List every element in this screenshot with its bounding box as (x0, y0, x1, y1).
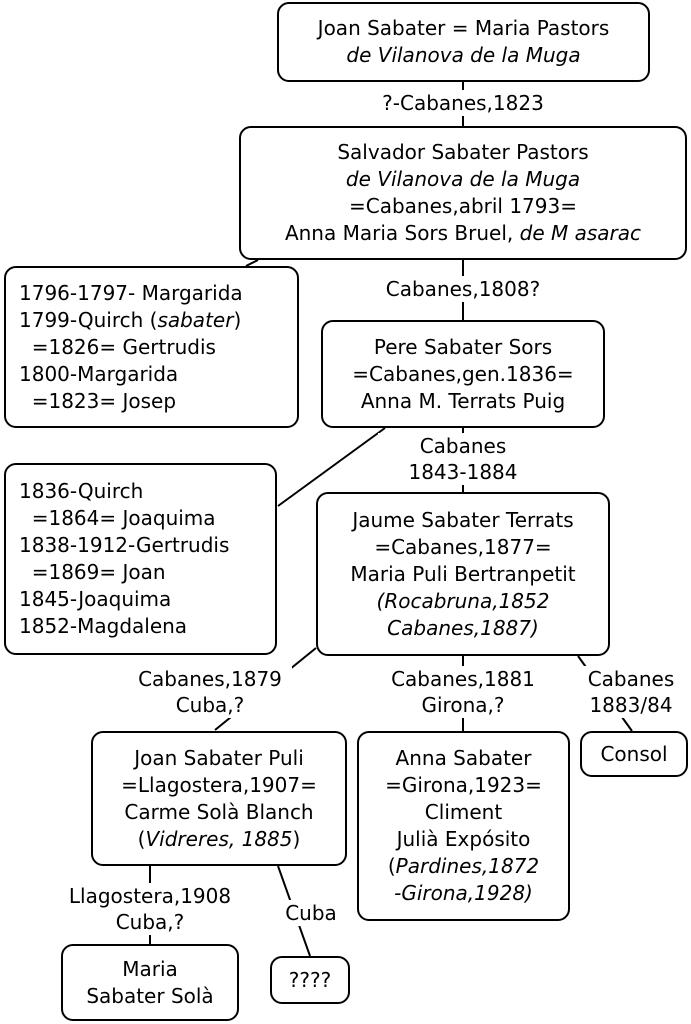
children-salvador (4, 266, 299, 428)
text: ( (387, 854, 396, 878)
box-line (318, 15, 610, 42)
box-line (337, 139, 588, 166)
box-line (346, 42, 580, 69)
text: =1826= Gertrudis (19, 334, 216, 359)
edge-label-b7-b11: Cuba (276, 900, 346, 926)
text: Jaume Sabater Terrats (352, 507, 574, 532)
person-maria-sabater-sola (61, 944, 239, 1021)
text: 1852-Magdalena (19, 614, 188, 638)
box-line (289, 967, 331, 994)
text: Salvador Sabater Pastors (337, 140, 589, 164)
box-line (86, 983, 213, 1010)
box-line (387, 615, 539, 642)
box-line (19, 361, 178, 388)
couple-anna-climent (357, 731, 570, 921)
text: 1796-1797- Margarida (19, 280, 243, 305)
box-line (134, 745, 304, 772)
text: Joan Sabater = Maria Pastors (317, 16, 610, 40)
box-line (19, 586, 171, 613)
text: ???? (288, 967, 332, 992)
edge-label-b6-b8: Cabanes,1881 Girona,? (376, 666, 550, 718)
children-pere (4, 463, 277, 655)
box-line (397, 826, 531, 853)
text: =Llagostera,1907= (121, 772, 317, 797)
box-line (374, 534, 551, 561)
italic-text: sabater (157, 307, 234, 332)
text: 1838-1912-Gertrudis (19, 533, 230, 557)
text: Carme Solà Blanch (124, 799, 314, 824)
text: 1799-Quirch ( (19, 307, 158, 332)
italic-text: -Girona,1928) (394, 881, 533, 905)
box-line (600, 741, 667, 768)
text: Sabater Solà (86, 983, 214, 1008)
box-line (425, 799, 502, 826)
italic-text: de Vilanova de la Muga (345, 167, 581, 191)
italic-text: Vidreres, 1885 (145, 826, 293, 851)
box-line (122, 956, 178, 983)
box-line (350, 561, 575, 588)
text: =Cabanes,gen.1836= (352, 361, 574, 386)
text: =1823= Josep (19, 388, 177, 413)
box-line (385, 772, 542, 799)
box-line (19, 280, 243, 307)
text: ) (233, 307, 242, 332)
box-line (374, 334, 552, 361)
text: =Girona,1923= (385, 773, 542, 797)
edge-label-b6-b7: Cabanes,1879 Cuba,? (128, 666, 292, 718)
box-line (352, 361, 573, 388)
text: Pere Sabater Sors (373, 334, 553, 359)
couple-joan-carme (91, 731, 347, 866)
box-line (19, 478, 143, 505)
box-line (19, 505, 216, 532)
person-unknown (270, 956, 350, 1004)
edge-label-b4-b6: Cabanes 1843-1884 (378, 433, 548, 485)
couple-jaume-maria (316, 492, 610, 656)
box-line (361, 388, 565, 415)
box-line (349, 193, 577, 220)
couple-pere-anna (321, 320, 605, 428)
text: Joan Sabater Puli (134, 745, 304, 770)
edge-label-b2-b4: Cabanes,1808? (360, 276, 566, 302)
box-line (346, 166, 580, 193)
italic-text: de M asarac (519, 221, 642, 245)
text: 1836-Quirch (19, 479, 144, 503)
italic-text: de Vilanova de la Muga (346, 43, 581, 67)
italic-text: Pardines,1872 (395, 854, 540, 878)
text: =1869= Joan (19, 560, 166, 584)
box-line (388, 853, 539, 880)
box-line (19, 307, 241, 334)
box-line (19, 613, 187, 640)
text: Anna Maria Sors Bruel, (284, 221, 520, 245)
italic-text: (Rocabruna,1852 (376, 588, 550, 613)
text: Climent (424, 800, 503, 824)
text: =Cabanes,abril 1793= (349, 194, 577, 218)
text: Consol (600, 741, 668, 766)
box-line (124, 799, 313, 826)
box-line (377, 588, 550, 615)
text: Maria Puli Bertranpetit (350, 561, 576, 586)
edge-label-b1-b2: ?-Cabanes,1823 (360, 90, 566, 116)
text: 1800-Margarida (19, 361, 179, 386)
text: ) (292, 826, 301, 851)
box-line (396, 745, 532, 772)
box-line (352, 507, 573, 534)
box-line (19, 388, 176, 415)
text: Anna M. Terrats Puig (360, 388, 566, 413)
couple-salvador-anna-maria (239, 126, 687, 260)
text: Maria (122, 956, 178, 981)
text: Anna Sabater (395, 746, 532, 770)
text: Julià Expósito (396, 827, 531, 851)
box-line (394, 880, 533, 907)
box-line (19, 559, 166, 586)
box-line (138, 826, 301, 853)
text: =1864= Joaquima (19, 506, 216, 530)
italic-text: Cabanes,1887) (387, 615, 539, 640)
text: ( (137, 826, 146, 851)
box-line (121, 772, 317, 799)
edge-label-b7-b10: Llagostera,1908 Cuba,? (46, 883, 254, 935)
person-consol (580, 731, 688, 777)
box-line (19, 532, 229, 559)
couple-joan-maria (277, 2, 650, 82)
text: 1845-Joaquima (19, 587, 172, 611)
edge-label-b6-b9: Cabanes 1883/84 (576, 666, 686, 718)
box-line (19, 334, 216, 361)
box-line (285, 220, 641, 247)
text: =Cabanes,1877= (374, 534, 552, 559)
